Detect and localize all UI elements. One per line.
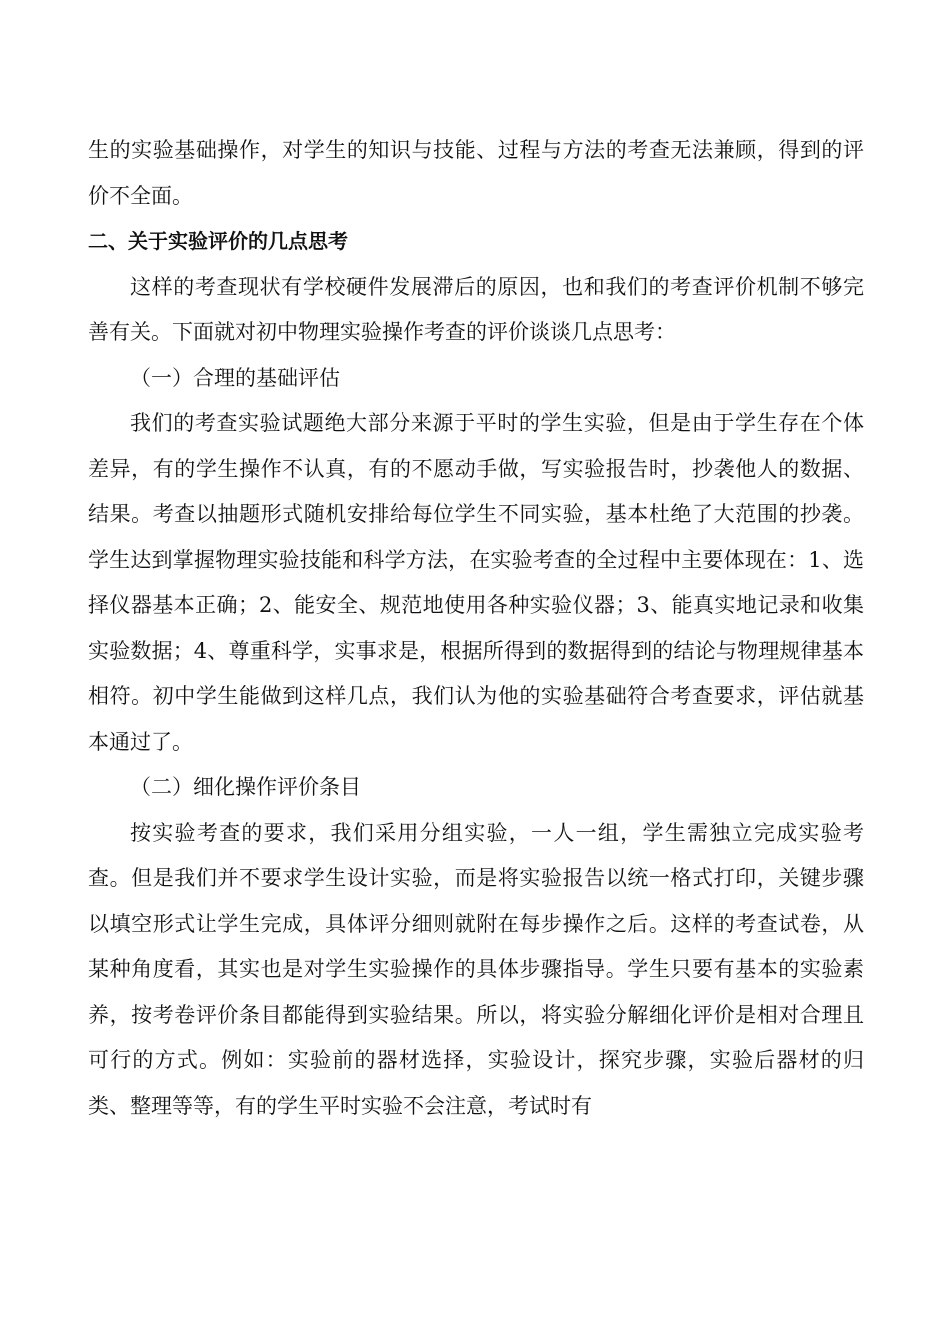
section-heading: 二、关于实验评价的几点思考 <box>88 229 348 253</box>
paragraph-basic-evaluation: 我们的考查实验试题绝大部分来源于平时的学生实验，但是由于学生存在个体差异，有的学生操作不认真，有的不愿动手做，写实验报告时，抄袭他人的数据、结果。考查以抽题形式随机安排给每位学生不同实验，基本杜绝了大范围的抄袭。学生达到掌握物理实验技能和科学方法，在实验考查的全过程中主要体现在：1、选择仪器基本正确；2、能安全、规范地使用各种实验仪器；3、能真实地记录和收集实验数据；4、尊重科学，实事求是，根据所得到的数据得到的结论与物理规律基本相符。初中学生能做到这样几点，我们认为他的实验基础符合考查要求，评估就基本通过了。 <box>88 411 864 754</box>
paragraph-continued: 生的实验基础操作，对学生的知识与技能、过程与方法的考查无法兼顾，得到的评价不全面。 <box>88 138 864 208</box>
document-page <box>88 128 864 1129</box>
subheading-detailed-criteria: （二）细化操作评价条目 <box>130 775 361 799</box>
paragraph-intro: 这样的考查现状有学校硬件发展滞后的原因，也和我们的考查评价机制不够完善有关。下面就对初中物理实验操作考查的评价谈谈几点思考： <box>88 274 864 344</box>
paragraph-detailed-criteria: 按实验考查的要求，我们采用分组实验，一人一组，学生需独立完成实验考查。但是我们并不要求学生设计实验，而是将实验报告以统一格式打印，关键步骤以填空形式让学生完成，具体评分细则就附在每步操作之后。这样的考查试卷，从某种角度看，其实也是对学生实验操作的具体步骤指导。学生只要有基本的实验素养，按考卷评价条目都能得到实验结果。所以，将实验分解细化评价是相对合理且可行的方式。例如：实验前的器材选择，实验设计，探究步骤，实验后器材的归类、整理等等，有的学生平时实验不会注意，考试时有 <box>88 820 864 1118</box>
subheading-basic-evaluation: （一）合理的基础评估 <box>130 365 340 390</box>
